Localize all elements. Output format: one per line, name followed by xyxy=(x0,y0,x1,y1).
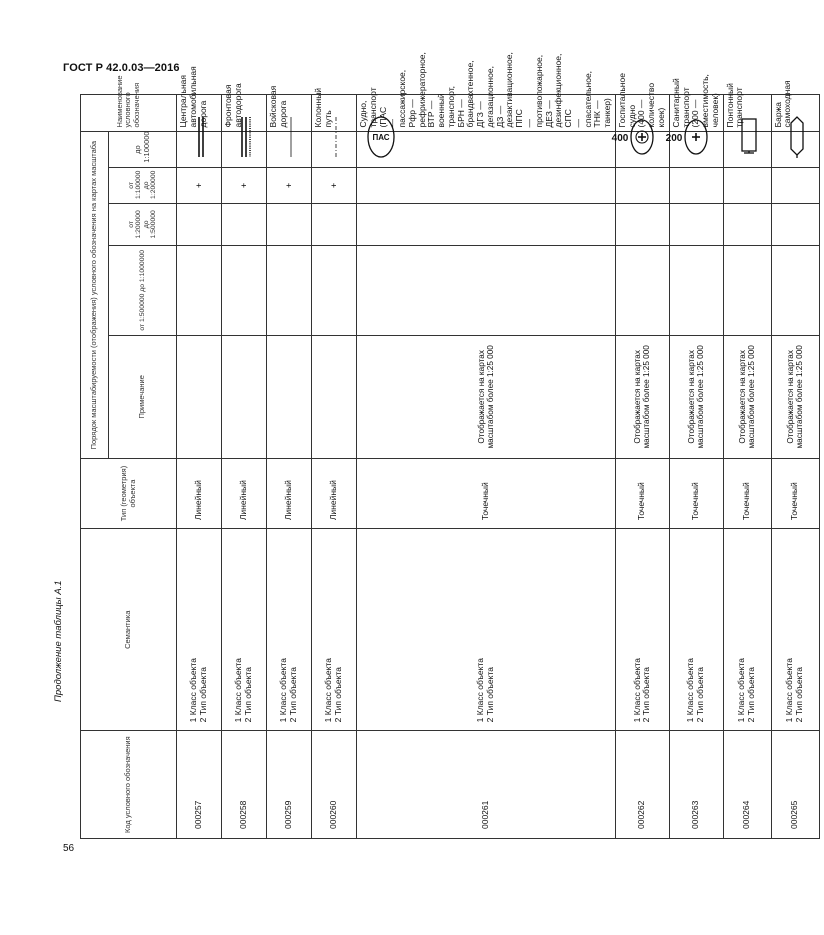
semantics-line-1: 1 Класс объекта xyxy=(233,658,244,723)
object-code: 000257 xyxy=(177,731,222,839)
object-code: 000263 xyxy=(669,731,723,839)
semantics-line-2: 2 Тип объекта xyxy=(288,667,298,723)
document-header: ГОСТ Р 42.0.03—2016 xyxy=(63,62,180,74)
table-row xyxy=(723,95,771,839)
scale2-mark xyxy=(723,167,771,203)
semantics xyxy=(615,529,669,731)
table-row xyxy=(669,95,723,839)
note xyxy=(267,335,312,458)
scale2-mark xyxy=(669,167,723,203)
semantics-line-1: 1 Класс объекта xyxy=(188,658,199,723)
scale2-mark: + xyxy=(177,167,222,203)
note: Отображается на картах масштабом более 1:25 000 xyxy=(723,335,771,458)
semantics xyxy=(177,529,222,731)
note: Отображается на картах масштабом более 1:25 000 xyxy=(771,335,819,458)
object-code: 000261 xyxy=(357,731,616,839)
table-row xyxy=(222,95,267,839)
table-row xyxy=(267,95,312,839)
col-header-scale3: от 1:200000 до 1:500000 xyxy=(109,203,177,245)
note: Отображается на картах масштабом более 1:25 000 xyxy=(615,335,669,458)
object-code: 000259 xyxy=(267,731,312,839)
scale3-mark xyxy=(267,203,312,245)
semantics-line-2: 2 Тип объекта xyxy=(695,667,706,723)
semantics-line-1: 1 Класс объекта xyxy=(278,658,289,723)
col-header-semantics: Семантика xyxy=(81,529,177,731)
object-code: 000258 xyxy=(222,731,267,839)
symbol-name: Баржа самоходная xyxy=(771,95,819,132)
scale3-mark xyxy=(615,203,669,245)
symbol-name: Войсковая дорога xyxy=(267,95,312,132)
semantics xyxy=(222,529,267,731)
scale4-mark xyxy=(312,245,357,335)
col-header-scale1: до 1:100000 xyxy=(109,132,177,167)
semantics xyxy=(669,529,723,731)
symbol-label: 400 xyxy=(611,132,629,144)
table-row xyxy=(312,95,357,839)
table-row xyxy=(177,95,222,839)
semantics-line-2: 2 Тип объекта xyxy=(746,667,757,723)
semantics xyxy=(771,529,819,731)
table-row xyxy=(615,95,669,839)
note: Отображается на картах масштабом более 1:25 000 xyxy=(669,335,723,458)
scale4-mark xyxy=(267,245,312,335)
table-row xyxy=(357,95,616,839)
semantics xyxy=(723,529,771,731)
scale3-mark xyxy=(723,203,771,245)
symbol-name: Понтонный транспорт xyxy=(723,95,771,132)
scale2-mark xyxy=(615,167,669,203)
geometry-type: Точечный xyxy=(771,458,819,528)
scale4-mark xyxy=(669,245,723,335)
note xyxy=(177,335,222,458)
scale3-mark xyxy=(312,203,357,245)
scale4-mark xyxy=(615,245,669,335)
map-symbol xyxy=(357,132,616,167)
object-code: 000260 xyxy=(312,731,357,839)
scale4-mark xyxy=(771,245,819,335)
geometry-type: Линейный xyxy=(267,458,312,528)
note xyxy=(222,335,267,458)
geometry-type: Точечный xyxy=(615,458,669,528)
note xyxy=(312,335,357,458)
symbol-name: Санитарный транспорт (200 — вместимость, человек) xyxy=(669,95,723,132)
scale3-mark xyxy=(177,203,222,245)
scale3-mark xyxy=(771,203,819,245)
col-header-code: Код условного обозначения xyxy=(81,731,177,839)
object-code: 000264 xyxy=(723,731,771,839)
object-code: 000262 xyxy=(615,731,669,839)
scale2-mark xyxy=(357,167,616,203)
semantics-line-1: 1 Класс объекта xyxy=(685,658,696,723)
scale3-mark xyxy=(669,203,723,245)
symbol-name: Фронтовая автодорога xyxy=(222,95,267,132)
semantics-line-2: 2 Тип объекта xyxy=(641,667,652,723)
geometry-type: Линейный xyxy=(312,458,357,528)
semantics xyxy=(357,529,616,731)
geometry-type: Точечный xyxy=(357,458,616,528)
semantics-line-1: 1 Класс объекта xyxy=(784,658,795,723)
scale4-mark xyxy=(723,245,771,335)
col-header-scale-group: Порядок масштабируемости (отображения) условного обозначения на картах масштаба xyxy=(81,132,109,458)
note: Отображается на картах масштабом более 1:25 000 xyxy=(357,335,616,458)
semantics xyxy=(312,529,357,731)
col-header-scale4: от 1:500000 до 1:1000000 xyxy=(109,245,177,335)
semantics-line-1: 1 Класс объекта xyxy=(736,658,747,723)
symbol-label: 200 xyxy=(665,132,683,144)
map-symbol xyxy=(665,132,723,167)
semantics-line-2: 2 Тип объекта xyxy=(484,667,495,723)
symbol-name: Судно, транспорт (ПАС — пассажирское, Рфр — рефрижераторное, ВТР — военный транспорт, БРН — брандвахтенное, ДГЗ — дегазационное, ДЗ — дезактивационное, ППС — противопожарное, ДЕЗ — дезинфекционное, СПС — спасательное, ТНК — танкер) xyxy=(357,95,616,132)
semantics-line-1: 1 Класс объекта xyxy=(475,658,486,723)
semantics-line-2: 2 Тип объекта xyxy=(198,667,208,723)
geometry-type: Точечный xyxy=(723,458,771,528)
symbol-label: ПАС xyxy=(372,132,390,142)
page-number: 56 xyxy=(63,843,75,854)
object-code: 000265 xyxy=(771,731,819,839)
geometry-type: Точечный xyxy=(669,458,723,528)
scale4-mark xyxy=(222,245,267,335)
scale2-mark xyxy=(771,167,819,203)
col-header-type: Тип (геометрия) объекта xyxy=(81,458,177,528)
scale4-mark xyxy=(357,245,616,335)
semantics-line-2: 2 Тип объекта xyxy=(243,667,253,723)
scale2-mark: + xyxy=(312,167,357,203)
symbol-name: Колонный путь xyxy=(312,95,357,132)
scale3-mark xyxy=(357,203,616,245)
col-header-name: Наименование условного обозначения xyxy=(81,95,177,132)
semantics-line-1: 1 Класс объекта xyxy=(631,658,642,723)
map-symbol xyxy=(771,132,819,167)
scale2-mark: + xyxy=(222,167,267,203)
table-row xyxy=(771,95,819,839)
semantics-line-2: 2 Тип объекта xyxy=(333,667,343,723)
table-continuation-caption: Продолжение таблицы А.1 xyxy=(53,580,64,702)
geometry-type: Линейный xyxy=(177,458,222,528)
geometry-type: Линейный xyxy=(222,458,267,528)
col-header-note: Примечание xyxy=(109,335,177,458)
semantics xyxy=(267,529,312,731)
col-header-scale2: от 1:100000 до 1:200000 xyxy=(109,167,177,203)
scale2-mark: + xyxy=(267,167,312,203)
symbol-name: Центральная автомобильная дорога xyxy=(177,95,222,132)
scale4-mark xyxy=(177,245,222,335)
scale3-mark xyxy=(222,203,267,245)
semantics-line-2: 2 Тип объекта xyxy=(794,667,805,723)
symbol-name: Госпитальное судно (400 — количество коек) xyxy=(615,95,669,132)
semantics-line-1: 1 Класс объекта xyxy=(323,658,334,723)
